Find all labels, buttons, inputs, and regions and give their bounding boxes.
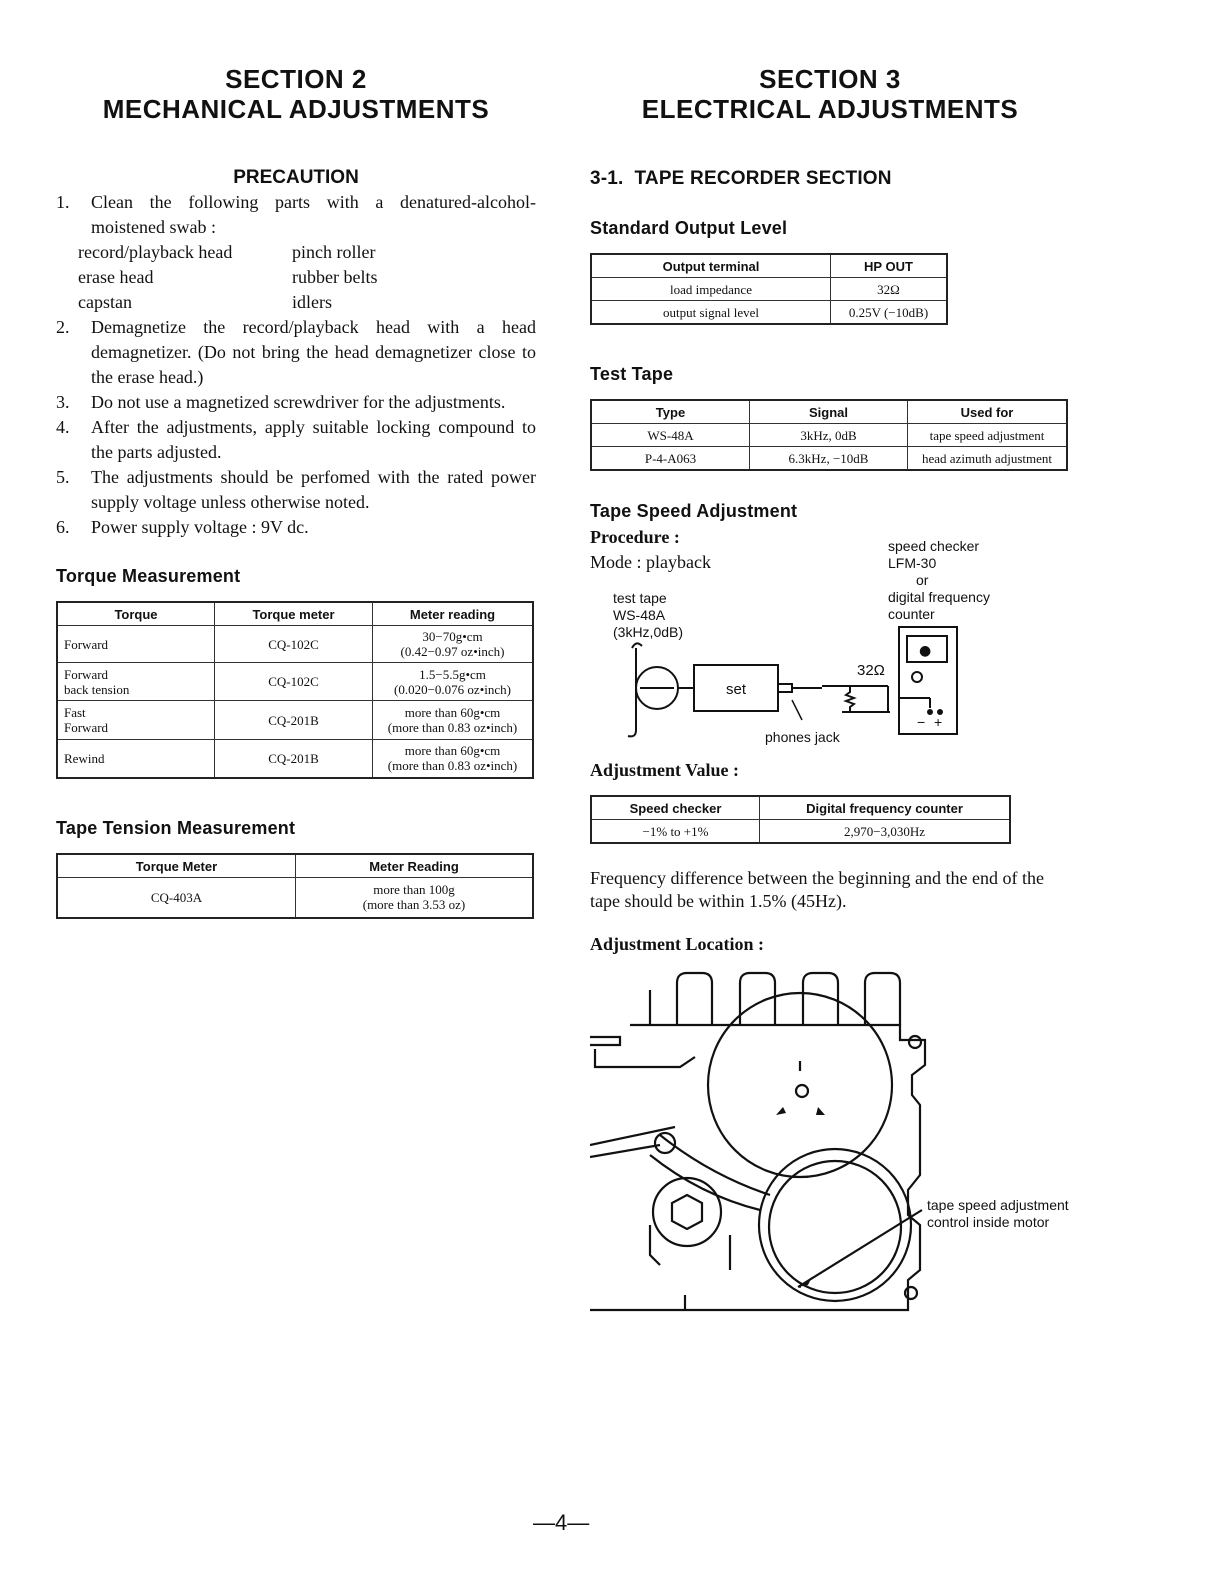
column-header: Used for: [908, 400, 1068, 424]
part: capstan: [78, 292, 132, 312]
list-item: [56, 465, 536, 515]
torque-cell: Fast Forward: [57, 701, 215, 740]
item-text: Clean the following parts with a denatured-alcohol-moistened swab :: [91, 192, 536, 237]
item-number: 1.: [56, 192, 70, 212]
item-number: 3.: [56, 392, 70, 412]
part: record/playback head: [78, 242, 233, 262]
meter-cell: CQ-201B: [215, 701, 373, 740]
test-tape-title: Test Tape: [590, 364, 674, 384]
column-header: Speed checker: [591, 796, 760, 820]
section-2-heading: [56, 64, 536, 124]
adjustment-location-drawing: [590, 965, 935, 1325]
table-row: [591, 447, 1067, 471]
item-text: After the adjustments, apply suitable locking compound to the parts adjusted.: [91, 417, 536, 462]
subsection-title: 3-1. TAPE RECORDER SECTION: [590, 168, 892, 189]
parts-list: [56, 240, 536, 315]
column-header: Torque: [57, 602, 215, 626]
section-2-title: MECHANICAL ADJUSTMENTS: [102, 94, 490, 124]
procedure-label: Procedure :: [590, 527, 680, 547]
table-row: [591, 301, 947, 325]
adjustment-value-table: [590, 795, 1011, 844]
cell: tape speed adjustment: [908, 424, 1068, 447]
test-tape-table: [590, 399, 1068, 471]
set-label: set: [726, 681, 747, 698]
section-3-number: SECTION 3: [759, 64, 901, 94]
cell: −1% to +1%: [591, 820, 760, 844]
adjustment-value-label: Adjustment Value :: [590, 760, 740, 780]
column-header: Output terminal: [591, 254, 831, 278]
reading-cell: more than 60g•cm (more than 0.83 oz•inch): [373, 740, 534, 778]
item-text: The adjustments should be perfomed with the rated power supply voltage unless otherwise noted.: [91, 467, 536, 512]
table-header-row: [57, 602, 533, 626]
tension-table: [56, 853, 534, 919]
standard-output-title: Standard Output Level: [590, 218, 788, 238]
section-3-title: ELECTRICAL ADJUSTMENTS: [641, 94, 1019, 124]
speed-checker-label: speed checker LFM-30 or digital frequency counter: [888, 538, 990, 622]
table-row: [57, 878, 533, 918]
list-item: [56, 515, 536, 540]
table-row: [591, 278, 947, 301]
page-number: —4—: [533, 1510, 590, 1535]
speed-control-callout: tape speed adjustment control inside motor: [927, 1197, 1069, 1230]
item-number: 6.: [56, 517, 70, 537]
table-row: [57, 740, 533, 778]
torque-table: [56, 601, 534, 779]
column-header: HP OUT: [831, 254, 948, 278]
cell: load impedance: [591, 278, 831, 301]
column-header: Type: [591, 400, 750, 424]
cell: 6.3kHz, −10dB: [750, 447, 908, 471]
plus-terminal-label: +: [934, 714, 943, 730]
reading-cell: more than 100g (more than 3.53 oz): [296, 878, 534, 918]
column-header: Torque meter: [215, 602, 373, 626]
adjustment-location-label: Adjustment Location :: [590, 934, 764, 954]
ohm-label: 32Ω: [857, 662, 885, 679]
cell: head azimuth adjustment: [908, 447, 1068, 471]
reading-cell: 30−70g•cm (0.42−0.97 oz•inch): [373, 626, 534, 663]
reading-cell: 1.5−5.5g•cm (0.020−0.076 oz•inch): [373, 663, 534, 701]
torque-cell: Forward back tension: [57, 663, 215, 701]
reading-cell: more than 60g•cm (more than 0.83 oz•inch): [373, 701, 534, 740]
precaution-title: PRECAUTION: [233, 167, 359, 188]
table-row: [591, 820, 1010, 844]
table-header-row: [591, 254, 947, 278]
cell: P-4-A063: [591, 447, 750, 471]
table-row: [57, 626, 533, 663]
phones-jack-label: phones jack: [765, 729, 840, 745]
part: erase head: [78, 267, 154, 287]
part: pinch roller: [292, 242, 376, 262]
torque-measurement-title: Torque Measurement: [56, 566, 241, 586]
cell: WS-48A: [591, 424, 750, 447]
section-2-number: SECTION 2: [225, 64, 367, 94]
table-row: [591, 424, 1067, 447]
item-number: 2.: [56, 317, 70, 337]
test-tape-label: test tape WS-48A (3kHz,0dB): [613, 590, 684, 640]
minus-terminal-label: −: [917, 714, 926, 730]
list-item: [56, 415, 536, 465]
column-header: Meter reading: [373, 602, 534, 626]
meter-cell: CQ-403A: [57, 878, 296, 918]
torque-cell: Rewind: [57, 740, 215, 778]
standard-output-table: [590, 253, 948, 325]
item-text: Power supply voltage : 9V dc.: [91, 517, 309, 537]
precaution-list: [56, 190, 536, 540]
column-header: Torque Meter: [57, 854, 296, 878]
table-header-row: [591, 796, 1010, 820]
part: idlers: [292, 292, 332, 312]
list-item: [56, 315, 536, 390]
item-text: Demagnetize the record/playback head with a head demagnetizer. (Do not bring the head demagnetizer close to the erase head.): [91, 317, 536, 387]
frequency-note: Frequency difference between the beginning and the end of the tape should be within 1.5% (45Hz).: [590, 868, 1044, 911]
cell: 0.25V (−10dB): [831, 301, 948, 325]
list-item: [56, 190, 536, 240]
table-header-row: [57, 854, 533, 878]
svg-text:●: ●: [919, 643, 932, 659]
table-header-row: [591, 400, 1067, 424]
item-number: 5.: [56, 467, 70, 487]
column-header: Meter Reading: [296, 854, 534, 878]
part: rubber belts: [292, 267, 378, 287]
column-header: Digital frequency counter: [760, 796, 1011, 820]
tape-speed-title: Tape Speed Adjustment: [590, 501, 798, 521]
meter-cell: CQ-102C: [215, 663, 373, 701]
section-3-heading: [590, 64, 1070, 124]
meter-cell: CQ-201B: [215, 740, 373, 778]
list-item: [56, 390, 536, 415]
tape-tension-title: Tape Tension Measurement: [56, 818, 296, 838]
table-row: [57, 663, 533, 701]
mode-text: Mode : playback: [590, 552, 711, 572]
item-text: Do not use a magnetized screwdriver for the adjustments.: [91, 392, 506, 412]
meter-cell: CQ-102C: [215, 626, 373, 663]
cell: 32Ω: [831, 278, 948, 301]
column-header: Signal: [750, 400, 908, 424]
table-row: [57, 701, 533, 740]
cell: output signal level: [591, 301, 831, 325]
cell: 2,970−3,030Hz: [760, 820, 1011, 844]
item-number: 4.: [56, 417, 70, 437]
torque-cell: Forward: [57, 626, 215, 663]
cell: 3kHz, 0dB: [750, 424, 908, 447]
